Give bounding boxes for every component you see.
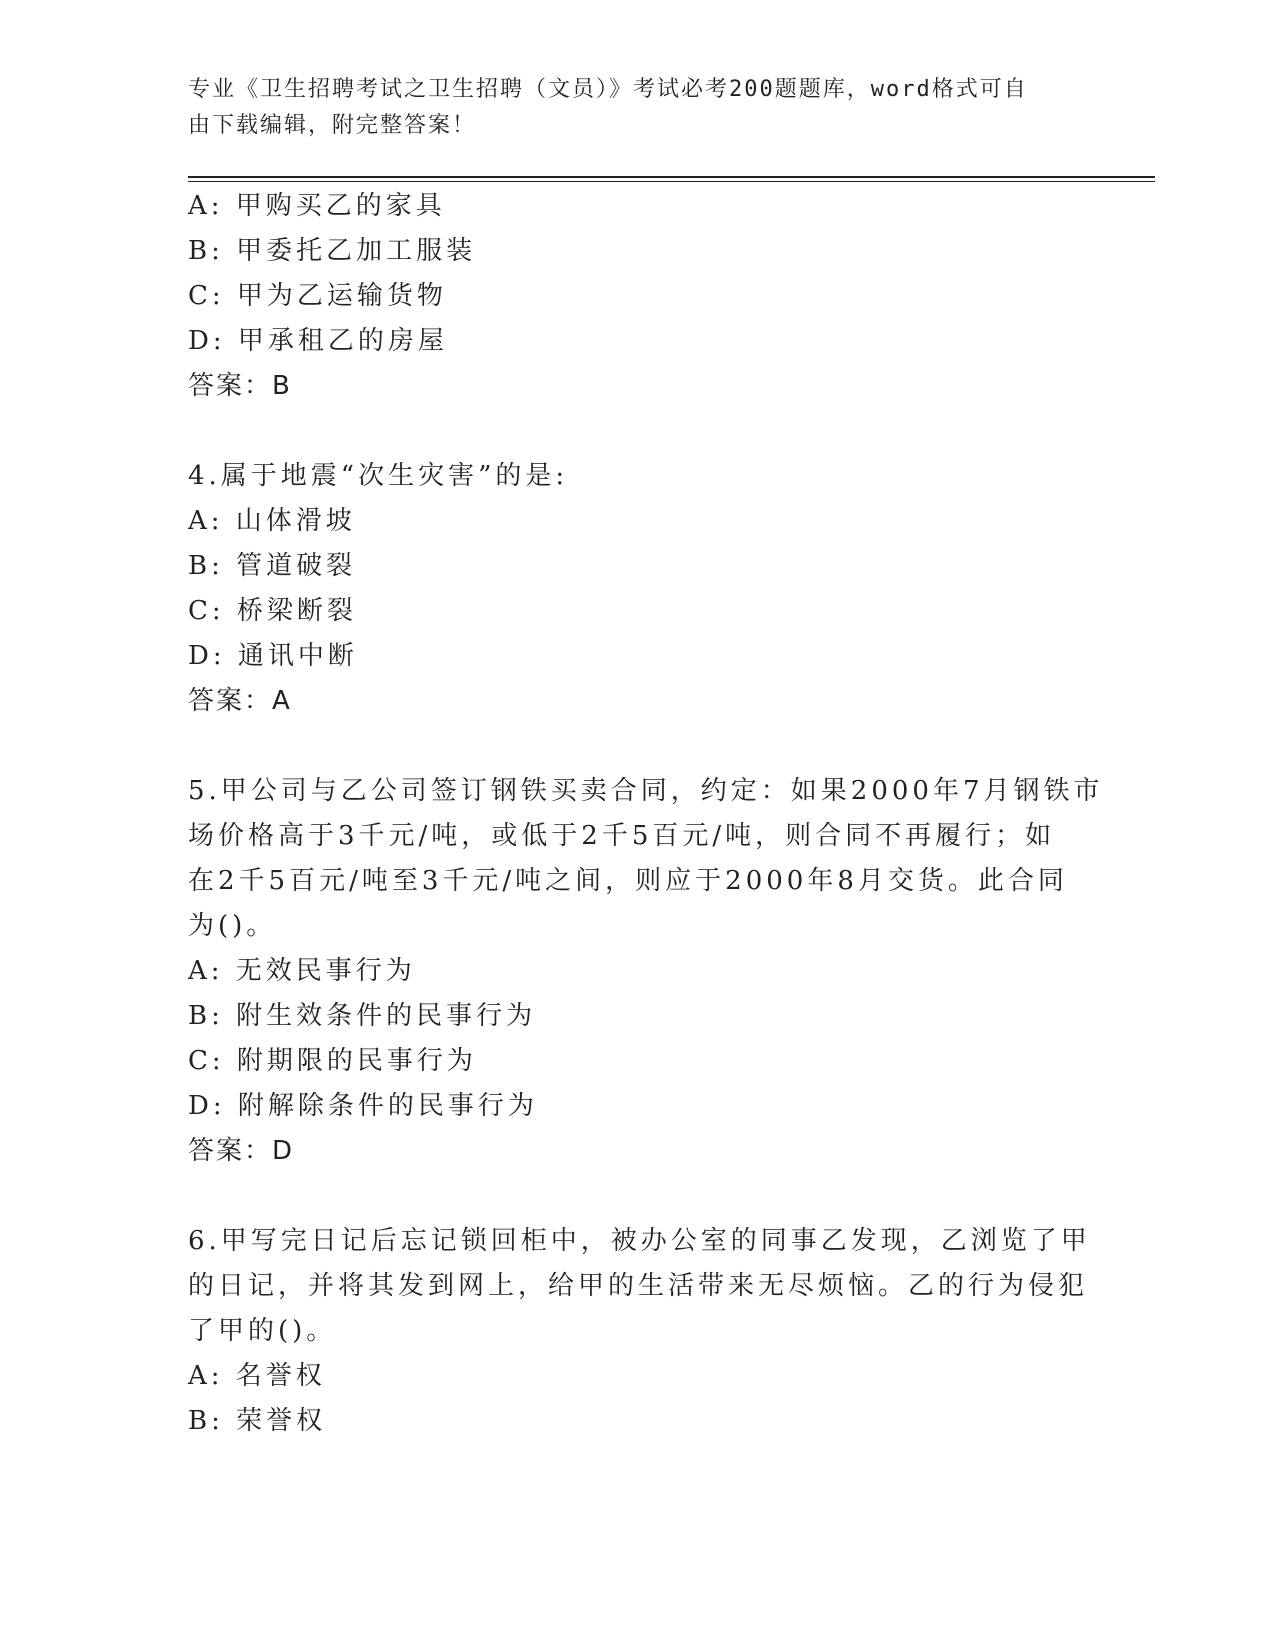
q5-option-a: A: 无效民事行为 xyxy=(188,956,416,986)
q3-option-a: A: 甲购买乙的家具 xyxy=(188,191,446,221)
q5-stem-line-3: 在2千5百元/吨至3千元/吨之间，则应于2000年8月交货。此合同 xyxy=(188,866,1068,896)
q5-option-d: D: 附解除条件的民事行为 xyxy=(188,1091,538,1121)
document-header xyxy=(188,72,1068,144)
q3-answer: 答案：B xyxy=(188,371,292,401)
q5-stem-line-1: 5.甲公司与乙公司签订钢铁买卖合同，约定：如果2000年7月钢铁市 xyxy=(188,776,1104,806)
q5-option-b: B: 附生效条件的民事行为 xyxy=(188,1001,537,1031)
q4-option-c: C: 桥梁断裂 xyxy=(188,596,357,626)
q5-answer: 答案：D xyxy=(188,1136,295,1166)
header-line-1: 专业《卫生招聘考试之卫生招聘（文员）》考试必考200题题库，word格式可自 xyxy=(188,77,1028,102)
q5-stem-line-2: 场价格高于3千元/吨，或低于2千5百元/吨，则合同不再履行；如 xyxy=(188,821,1056,851)
q6-stem-line-2: 的日记，并将其发到网上，给甲的生活带来无尽烦恼。乙的行为侵犯 xyxy=(188,1271,1089,1301)
q4-answer: 答案：A xyxy=(188,686,292,716)
q5-option-c: C: 附期限的民事行为 xyxy=(188,1046,477,1076)
q5-stem-line-4: 为()。 xyxy=(188,911,277,941)
q3-option-b: B: 甲委托乙加工服装 xyxy=(188,236,477,266)
q4-option-a: A: 山体滑坡 xyxy=(188,506,356,536)
q3-option-c: C: 甲为乙运输货物 xyxy=(188,281,447,311)
q6-stem-line-1: 6.甲写完日记后忘记锁回柜中，被办公室的同事乙发现，乙浏览了甲 xyxy=(188,1226,1091,1256)
q4-stem-line-1: 4.属于地震“次生灾害”的是: xyxy=(188,461,569,491)
header-rule-thick xyxy=(188,176,1155,178)
q4-option-d: D: 通讯中断 xyxy=(188,641,358,671)
q4-option-b: B: 管道破裂 xyxy=(188,551,357,581)
header-line-2: 由下载编辑，附完整答案！ xyxy=(188,113,477,138)
q6-option-b: B: 荣誉权 xyxy=(188,1406,327,1436)
q3-option-d: D: 甲承租乙的房屋 xyxy=(188,326,448,356)
q6-stem-line-3: 了甲的()。 xyxy=(188,1316,337,1346)
header-rule-thin xyxy=(188,181,1155,182)
q6-option-a: A: 名誉权 xyxy=(188,1361,326,1391)
